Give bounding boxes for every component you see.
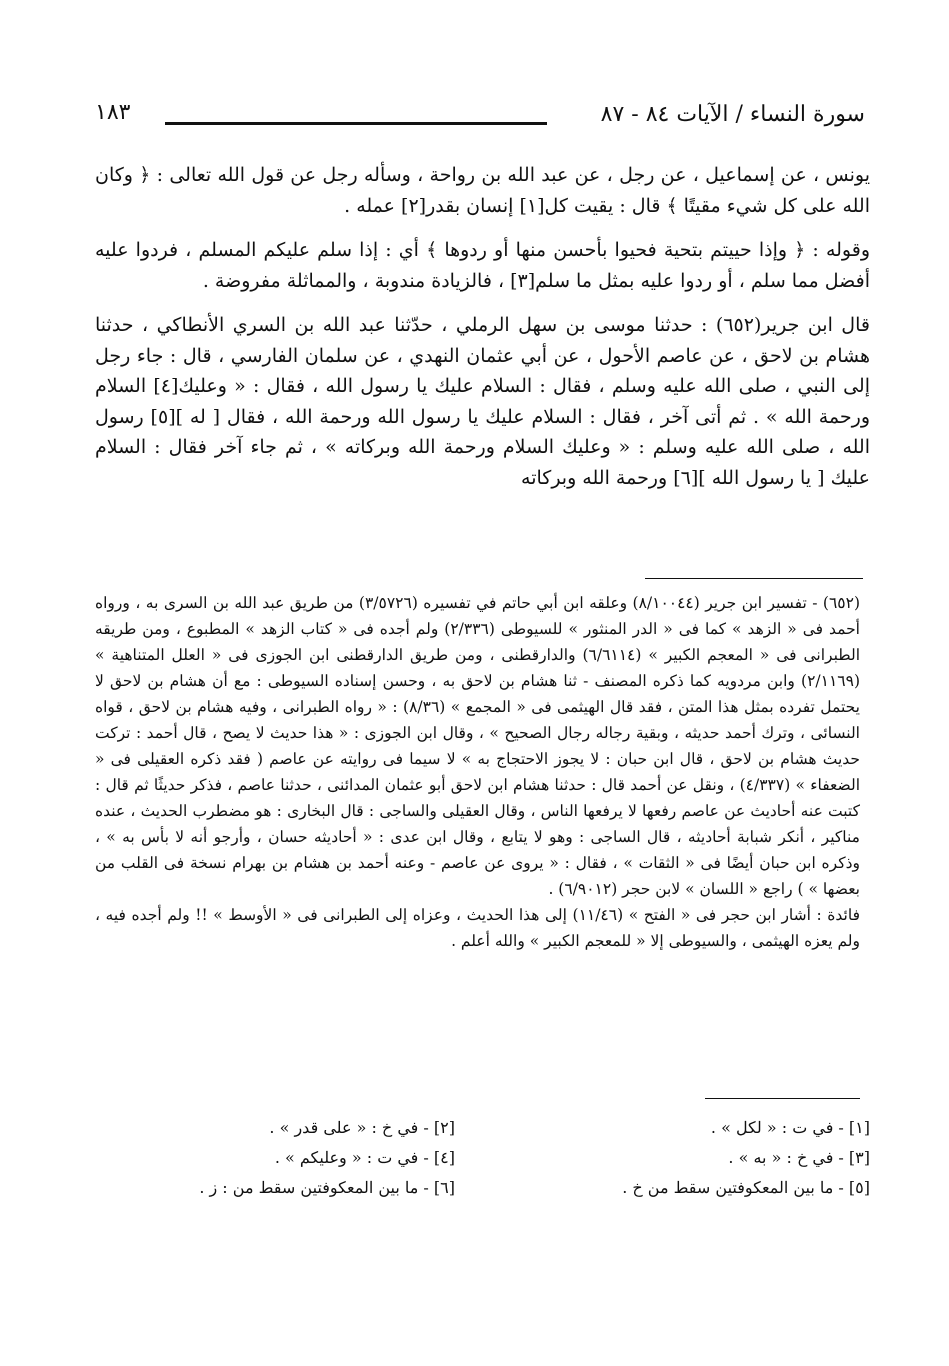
note-row: [150, 1118, 870, 1148]
paragraph: يونس ، عن إسماعيل ، عن رجل ، عن عبد الله بن رواحة ، وسأله رجل عن قول الله تعالى : ﴿ وكان الله على كل شيء مقيتًا ﴾ قال : يقيت كل[١] إنسان بقدر[٢] عمله .: [95, 164, 870, 217]
variant-note: [٥] - ما بين المعكوفتين سقط من خ .: [622, 1178, 870, 1197]
variant-note: [٦] - ما بين المعكوفتين سقط من : ز .: [199, 1178, 455, 1197]
page-number: ١٨٣: [95, 100, 131, 125]
variant-note: [١] - في ت : « لكل » .: [710, 1118, 870, 1137]
page-header: [95, 100, 865, 140]
note-row: [150, 1148, 870, 1178]
footnotes: [95, 590, 860, 954]
footnote-652: (٦٥٢) - تفسير ابن جرير (٨/١٠٠٤٤) وعلقه ابن أبي حاتم في تفسيره (٣/٥٧٢٦) من طريق عبد الله بن السرى به ، ورواه أحمد فى « الزهد » كما فى « الدر المنثور » للسيوطى (٢/٣٣٦) ولم أجده فى « كتاب الزهد » المطبوع ، ومن طريقه الطبرانى فى « المعجم الكبير » (٦/٦١١٤) والدارقطنى ، ومن طريق الدارقطنى ابن الجوزى فى « العلل المتناهية » (٢/١١٦٩) وابن مردويه كما ذكره المصنف - ثنا هشام بن لاحق به ، وحسن إسناده السيوطى : مع أن هشام بن لاحق لا يحتمل تفرده بمثل هذا المتن ، فقد قال الهيثمى فى « المجمع » (٨/٣٦) : « رواه الطبرانى ، وفيه هشام بن لاحق ، قواه النسائى ، وترك أحمد حديثه ، وبقية رجاله رجال الصحيح » ، وقال ابن الجوزى : « هذا حديث لا يصح ، قال أحمد : تركت حديث هشام بن لاحق ، قال ابن حبان : لا يجوز الاحتجاج به » لا سيما فى روايته عن عاصم ( فقد ذكره العقيلى فى « الضعفاء » (٤/٣٣٧) ، ونقل عن أحمد قال : حدثنا هشام ابن لاحق أبو عثمان المدائنى ، حدثنا عاصم ، فذكر حديثًا ثم قال : كتبت عنه أحاديث عن عاصم رفعها لا يرفعها الناس ، وقال العقيلى والساجى : قال البخارى : هو مضطرب الحديث ، عنده مناكير ، أنكر شبابة أحاديثه ، قال الساجى : وهو لا يتابع ، وقال ابن عدى : « أحاديثه حسان ، وأرجو أنه لا بأس به » ، وذكره ابن حبان أيضًا فى « الثقات » ، فقال : « يروى عن عاصم - وعنه أحمد بن هشام بن بهرام نسخة فى القلب من بعضها » ) راجع « اللسان » لابن حجر (٦/٩٠١٢) .: [95, 594, 860, 898]
variants-separator: [705, 1098, 860, 1099]
footnote-separator: [645, 578, 863, 579]
paragraph: قال ابن جرير(٦٥٢) : حدثنا موسى بن سهل الرملي ، حدّثنا عبد الله بن السري الأنطاكي ، حدثنا هشام بن لاحق ، عن عاصم الأحول ، عن أبي عثمان النهدي ، عن سلمان الفارسي ، قال : جاء رجل إلى النبي ، صلى الله عليه وسلم ، فقال : السلام عليك يا رسول الله ، فقال : « وعليك[٤] السلام ورحمة الله » . ثم أتى آخر ، فقال : السلام عليك يا رسول الله ورحمة الله ، فقال [ له ][٥] رسول الله ، صلى الله عليه وسلم : « وعليك السلام ورحمة الله وبركاته » ، ثم جاء آخر فقال : السلام عليك [ يا رسول الله ][٦] ورحمة الله وبركاته: [95, 314, 871, 489]
footnote-benefit: فائدة : أشار ابن حجر فى « الفتح » (١١/٤٦) إلى هذا الحديث ، وعزاه إلى الطبرانى فى « الأوسط » !! ولم أجده فيه ، ولم يعزه الهيثمى ، والسيوطى إلا « للمعجم الكبير » والله أعلم .: [95, 906, 860, 950]
variant-notes: [150, 1118, 870, 1208]
paragraph: وقوله : ﴿ وإذا حييتم بتحية فحيوا بأحسن منها أو ردوها ﴾ أي : إذا سلم عليكم المسلم ، فردوا عليه أفضل مما سلم ، أو ردوا عليه بمثل ما سلم[٣] ، فالزيادة مندوبة ، والمماثلة مفروضة .: [95, 239, 870, 292]
variant-note: [٣] - في خ : « به » .: [728, 1148, 870, 1167]
note-row: [150, 1178, 870, 1208]
header-rule: [165, 122, 547, 125]
variant-note: [٢] - في خ : « على قدر » .: [269, 1118, 455, 1137]
surah-title: سورة النساء / الآيات ٨٤ - ٨٧: [600, 102, 865, 127]
variant-note: [٤] - في ت : « وعليكم » .: [274, 1148, 455, 1167]
main-text: [95, 160, 870, 507]
